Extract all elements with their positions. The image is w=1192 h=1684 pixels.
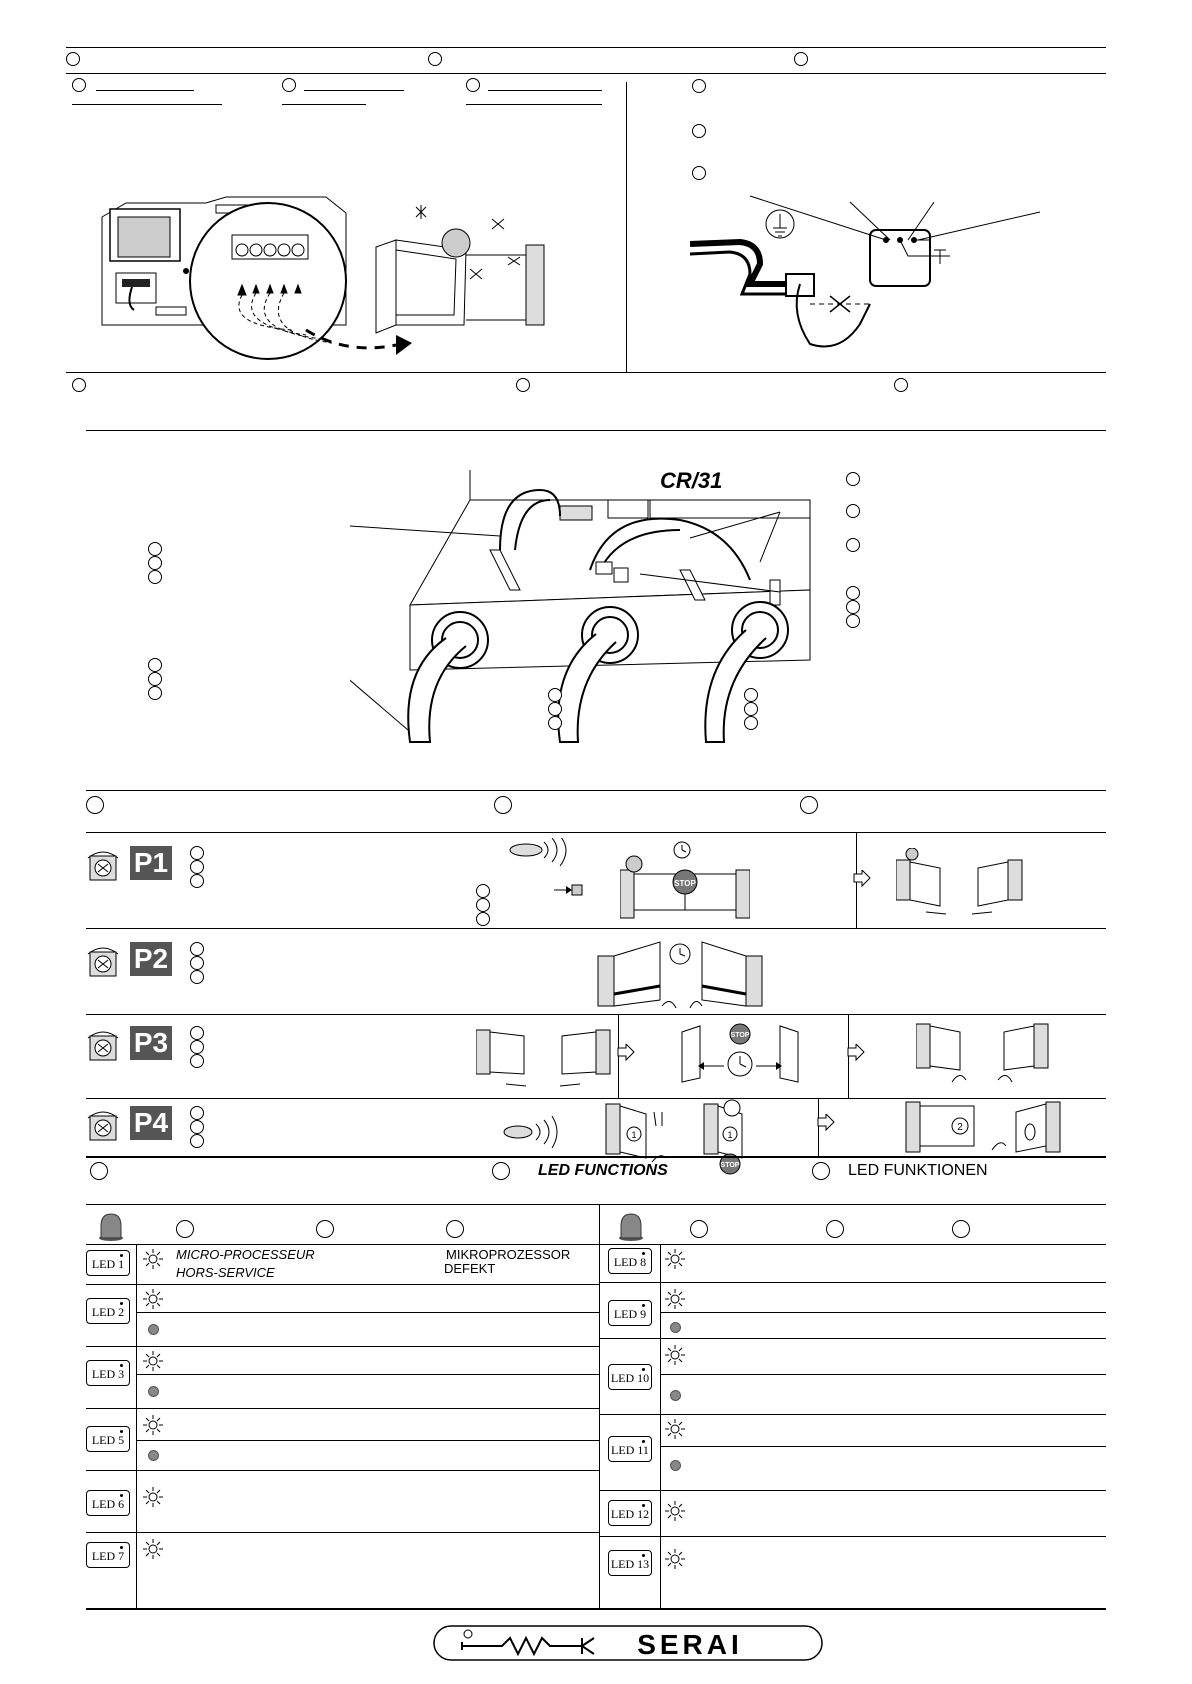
- led-off-icon: [148, 1386, 159, 1397]
- led-blinking-icon: [664, 1344, 686, 1366]
- lang-flag-en-p4: [190, 1120, 204, 1134]
- lang-flag-de-p2: [190, 970, 204, 984]
- stop-sign-text-p3: STOP: [730, 1032, 750, 1039]
- led-8-badge: [608, 1248, 652, 1274]
- led-10-label: LED 10: [610, 1371, 650, 1385]
- lang-flag-fr-cr6: [744, 688, 758, 702]
- selector-knob-icon: [86, 848, 120, 882]
- lang-flag-de-cr6: [744, 716, 758, 730]
- gate-stop-illustration: [620, 840, 750, 920]
- lang-flag-en-p2: [190, 956, 204, 970]
- led-6-label: LED 6: [91, 1497, 125, 1511]
- brand-name: SERAI: [637, 1629, 743, 1660]
- lang-flag-fr-s1r: [692, 79, 706, 93]
- led-2-badge: [86, 1298, 130, 1324]
- lang-flag-fr-s3: [86, 796, 104, 814]
- svg-text:2: 2: [957, 1122, 963, 1133]
- lang-flag-fr-cr1: [846, 472, 860, 486]
- led-blinking-icon: [142, 1538, 164, 1560]
- lang-flag-de-s1r: [692, 166, 706, 180]
- led-8-label: LED 8: [613, 1255, 647, 1269]
- stop-sign-text-p1: STOP: [674, 879, 696, 888]
- lang-flag-fr-p1: [190, 846, 204, 860]
- led-off-icon: [670, 1460, 681, 1471]
- lang-flag-fr-cr3: [148, 542, 162, 556]
- led-6-badge: [86, 1490, 130, 1516]
- led-blinking-icon: [142, 1350, 164, 1372]
- led-1-fr-line1: MICRO-PROCESSEUR: [176, 1247, 315, 1262]
- led-blinking-icon: [664, 1248, 686, 1270]
- lang-flag-en-cr4: [148, 672, 162, 686]
- lang-flag-fr-top: [66, 52, 80, 66]
- lang-flag-en-cr6: [744, 702, 758, 716]
- led-blinking-icon: [142, 1414, 164, 1436]
- selector-knob-icon: [86, 1028, 120, 1062]
- gate-step-3-illustration: [904, 1096, 1064, 1162]
- remote-control-icon: [504, 838, 584, 898]
- lang-flag-fr-p4: [190, 1106, 204, 1120]
- led-1-badge: [86, 1250, 130, 1276]
- led-12-badge: [608, 1500, 652, 1526]
- led-3-label: LED 3: [91, 1367, 125, 1381]
- led-9-label: LED 9: [613, 1307, 647, 1321]
- lang-flag-en-led-r: [826, 1220, 844, 1238]
- lang-flag-fr-s2: [72, 378, 86, 392]
- lang-flag-en-s1r: [692, 124, 706, 138]
- selector-knob-icon: [86, 944, 120, 978]
- gate-timer-illustration-p2: [590, 936, 770, 1016]
- lang-flag-fr-cr5: [548, 688, 562, 702]
- lang-flag-en-top: [428, 52, 442, 66]
- led-off-icon: [670, 1322, 681, 1333]
- connector-wiring-illustration: [690, 184, 1050, 369]
- lang-flag-en-led-l: [316, 1220, 334, 1238]
- lang-flag-en-s3: [494, 796, 512, 814]
- led-blinking-icon: [664, 1500, 686, 1522]
- gate-closing-illustration-p3: [476, 1020, 616, 1090]
- control-board-illustration: [96, 195, 626, 370]
- led-bulb-icon: [96, 1212, 126, 1242]
- led-1-de-line1: MIKROPROZESSOR: [446, 1247, 571, 1262]
- led-11-badge: [608, 1436, 652, 1462]
- lang-flag-en-cr5: [548, 702, 562, 716]
- led-12-label: LED 12: [610, 1507, 650, 1521]
- led-blinking-icon: [664, 1288, 686, 1310]
- lang-flag-en-p3: [190, 1040, 204, 1054]
- lang-flag-de-p4: [190, 1134, 204, 1148]
- lang-flag-fr-cr2: [846, 586, 860, 600]
- led-functions-title-en: LED FUNCTIONS: [538, 1162, 668, 1179]
- lang-flag-de-cr3: [148, 570, 162, 584]
- led-3-badge: [86, 1360, 130, 1386]
- lang-flag-de-s2: [894, 378, 908, 392]
- lang-flag-en-led: [492, 1162, 510, 1180]
- lang-flag-en-cr2: [846, 600, 860, 614]
- lang-flag-de-cr1: [846, 538, 860, 552]
- lang-flag-de-led-l: [446, 1220, 464, 1238]
- lang-flag-en-p1b: [476, 898, 490, 912]
- gate-step-2-illustration: [702, 1096, 782, 1176]
- lang-flag-de-p3: [190, 1054, 204, 1068]
- lang-flag-de-p1b: [476, 912, 490, 926]
- lang-flag-de-cr5: [548, 716, 562, 730]
- lang-flag-fr-cr4: [148, 658, 162, 672]
- brand-logo: [432, 1624, 824, 1662]
- led-7-badge: [86, 1542, 130, 1568]
- lang-flag-de-led-r: [952, 1220, 970, 1238]
- gate-opening-illustration-p3: [916, 1018, 1056, 1088]
- led-9-badge: [608, 1300, 652, 1326]
- remote-control-icon: [500, 1110, 560, 1150]
- lang-flag-fr-led-r: [690, 1220, 708, 1238]
- lang-flag-en-p1: [190, 860, 204, 874]
- lang-flag-de-led: [812, 1162, 830, 1180]
- led-13-label: LED 13: [610, 1557, 650, 1571]
- stop-sign-text-p4: STOP: [720, 1162, 740, 1169]
- led-blinking-icon: [142, 1486, 164, 1508]
- led-1-fr-line2: HORS-SERVICE: [176, 1265, 275, 1280]
- led-5-label: LED 5: [91, 1433, 125, 1447]
- program-p4-badge: P4: [130, 1106, 172, 1140]
- led-bulb-icon: [616, 1212, 646, 1242]
- program-p2-badge: P2: [130, 942, 172, 976]
- led-10-badge: [608, 1364, 652, 1390]
- program-p3-badge: P3: [130, 1026, 172, 1060]
- led-blinking-icon: [142, 1248, 164, 1270]
- led-blinking-icon: [664, 1418, 686, 1440]
- model-label: CR/31: [660, 468, 723, 493]
- led-off-icon: [148, 1450, 159, 1461]
- gate-stop-timer-illustration-p3: [672, 1018, 812, 1098]
- led-7-label: LED 7: [91, 1549, 125, 1563]
- lang-flag-de-cr4: [148, 686, 162, 700]
- lang-flag-de-s1: [466, 78, 480, 92]
- lang-flag-fr-p2: [190, 942, 204, 956]
- led-13-badge: [608, 1550, 652, 1576]
- led-blinking-icon: [664, 1548, 686, 1570]
- led-off-icon: [670, 1390, 681, 1401]
- led-off-icon: [148, 1324, 159, 1335]
- led-1-de-line2: DEFEKT: [444, 1261, 496, 1276]
- lang-flag-fr-s1: [72, 78, 86, 92]
- led-1-label: LED 1: [91, 1257, 125, 1271]
- lang-flag-de-s3: [800, 796, 818, 814]
- led-11-label: LED 11: [611, 1443, 649, 1457]
- svg-text:1: 1: [727, 1130, 733, 1140]
- flow-arrow-icon: [616, 1044, 636, 1064]
- flow-arrow-icon: [846, 1044, 866, 1064]
- lang-flag-fr-led: [90, 1162, 108, 1180]
- gate-opening-illustration-p1: [896, 848, 1026, 918]
- led-functions-title-de: LED FUNKTIONEN: [848, 1162, 988, 1179]
- lang-flag-de-cr2: [846, 614, 860, 628]
- led-blinking-icon: [142, 1288, 164, 1310]
- lang-flag-fr-led-l: [176, 1220, 194, 1238]
- lang-flag-en-cr1: [846, 504, 860, 518]
- flow-arrow-icon: [816, 1114, 836, 1134]
- led-5-badge: [86, 1426, 130, 1452]
- lang-flag-en-s2: [516, 378, 530, 392]
- flow-arrow-icon: [852, 870, 872, 890]
- lang-flag-de-top: [794, 52, 808, 66]
- svg-text:1: 1: [631, 1130, 637, 1140]
- lang-flag-fr-p1b: [476, 884, 490, 898]
- selector-knob-icon: [86, 1108, 120, 1142]
- lang-flag-fr-p3: [190, 1026, 204, 1040]
- lang-flag-de-p1: [190, 874, 204, 888]
- lang-flag-en-s1: [282, 78, 296, 92]
- lang-flag-en-cr3: [148, 556, 162, 570]
- program-p1-badge: P1: [130, 846, 172, 880]
- led-2-label: LED 2: [91, 1305, 125, 1319]
